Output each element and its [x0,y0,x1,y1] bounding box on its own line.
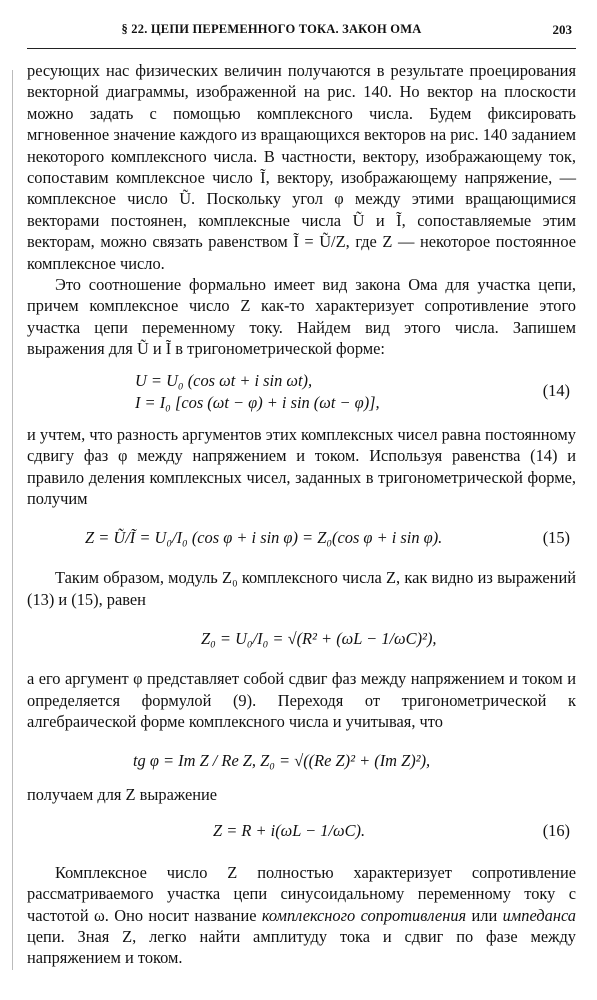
term-impedance: импеданса [502,905,576,925]
paragraph-7-start: Комплексное число Z полностью характеризует сопротивление рассматриваемого участка цепи синусоидальному переменному току с частотой ω. Оно носит название [27,862,576,925]
running-header [27,22,576,46]
paragraph-7-end: цепи. Зная Z, легко найти амплитуду тока и сдвиг по фазе между напряжением и током. [27,926,576,968]
paragraph-7 [27,862,576,969]
header-divider [27,48,576,49]
paragraph-4: Таким образом, модуль Z₀ комплексного числа Z, как видно из выражений (13) и (15), равен [27,568,576,609]
page-number: 203 [552,22,572,37]
equation-14-line-2: I = I₀ [cos (ωt − φ) + i sin (ωt − φ)], [135,392,380,412]
term-complex-resistance: комплексного сопротивления [261,905,467,925]
equation-16-number: (16) [542,820,570,840]
equation-14-line-1: U = U₀ (cos ωt + i sin ωt), [135,370,313,390]
equation-14 [27,364,576,416]
equation-15 [27,515,576,559]
section-title: § 22. ЦЕПИ ПЕРЕМЕННОГО ТОКА. ЗАКОН ОМА [121,22,422,36]
paragraph-5: а его аргумент φ представляет собой сдвиг фаз между напряжением и током и определяется формулой (9). Переходя от тригонометрической к алгебраической форме комплексного числа и учитывая, что [27,669,576,731]
scan-edge-line [12,70,13,970]
paragraph-2: Это соотношение формально имеет вид закона Ома для участка цепи, причем комплексное число Z как-то характеризует сопротивление этого участка цепи переменному току. Найдем вид этого числа. Запишем выражения для Ũ и Ĩ в тригонометрической форме: [27,275,576,359]
page-body [27,60,576,969]
equation-tg-phi [27,736,576,784]
equation-tg-phi-body: tg φ = Im Z / Re Z, Z₀ = √((Re Z)² + (Im Z)²), [133,751,431,771]
paragraph-7-mid: или [466,905,503,925]
equation-z0 [27,614,576,664]
paragraph-3: и учтем, что разность аргументов этих комплексных чисел равна постоянному сдвигу фаз φ между напряжением и током. Используя равенства (14) и правило деления комплексных чисел, заданных в тригонометрической форме, получим [27,424,576,508]
equation-16 [27,808,576,856]
equation-z0-body: Z₀ = U₀/I₀ = √(R² + (ωL − 1/ωC)²), [201,629,437,649]
equation-14-number: (14) [542,380,570,400]
paragraph-6: получаем для Z выражение [27,785,218,805]
equation-15-number: (15) [542,528,570,548]
equation-16-body: Z = R + i(ωL − 1/ωC). [213,820,366,840]
paragraph-1: ресующих нас физических величин получаются в результате проецирования векторной диаграммы, изображенной на рис. 140. Но вектор на плоскости можно задать с помощью комплексного числа. Будем фиксировать мгновенное значение каждого из вращающихся векторов на рис. 140 заданием некоторого комплексного числа. В частности, вектору, изображающему ток, сопоставим комплексное число Ĩ, вектору, изображающему напряжение, — комплексное число Ũ. Поскольку угол φ между этими вращающимися векторами постоянен, комплексные числа Ũ и Ĩ, сопоставляемые этим векторам, можно связать равенством Ĩ = Ũ/Z, где Z — некоторое постоянное комплексное число. [27,61,576,273]
equation-15-body: Z = Ũ/Ĩ = U₀/I₀ (cos φ + i sin φ) = Z₀(cos φ + i sin φ). [85,528,443,548]
